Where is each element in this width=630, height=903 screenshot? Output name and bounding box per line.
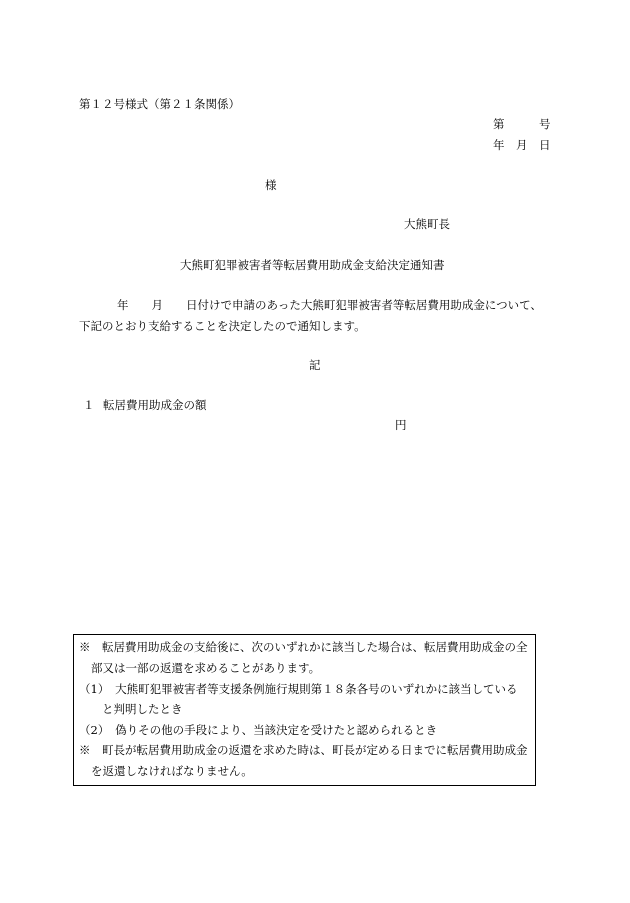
- body-line-2: 下記のとおり支給することを決定したので通知します。: [79, 319, 366, 333]
- notice-line-6: ※ 町長が転居費用助成金の返還を求めた時は、町長が定める日までに転居費用助成金: [79, 743, 528, 757]
- issuer-name: 大熊町長: [404, 217, 450, 231]
- document-date: 年 月 日: [493, 138, 551, 152]
- amount-unit: 円: [395, 418, 407, 432]
- notice-line-3: （1） 大熊町犯罪被害者等支援条例施行規則第１８条各号のいずれかに該当している: [79, 682, 518, 696]
- item-1-number: １: [83, 398, 95, 412]
- notice-line-2: 部又は一部の返還を求めることがあります。: [91, 661, 321, 675]
- ki-heading: 記: [309, 358, 321, 372]
- addressee-suffix: 様: [265, 178, 277, 192]
- body-line-1: 年 月 日付けで申請のあった大熊町犯罪被害者等転居費用助成金について、: [117, 298, 542, 312]
- refund-notice-box: [73, 634, 536, 786]
- notice-line-7: を返還しなければなりません。: [91, 764, 253, 778]
- notice-line-5: （2） 偽りその他の手段により、当該決定を受けたと認められるとき: [79, 723, 438, 737]
- document-title: 大熊町犯罪被害者等転居費用助成金支給決定通知書: [180, 258, 445, 272]
- item-1-label: 転居費用助成金の額: [103, 398, 207, 412]
- notice-line-1: ※ 転居費用助成金の支給後に、次のいずれかに該当した場合は、転居費用助成金の全: [79, 640, 528, 654]
- document-number: 第 号: [493, 117, 551, 131]
- form-label: 第１２号様式（第２１条関係）: [79, 97, 240, 111]
- notice-line-4: と判明したとき: [102, 702, 183, 716]
